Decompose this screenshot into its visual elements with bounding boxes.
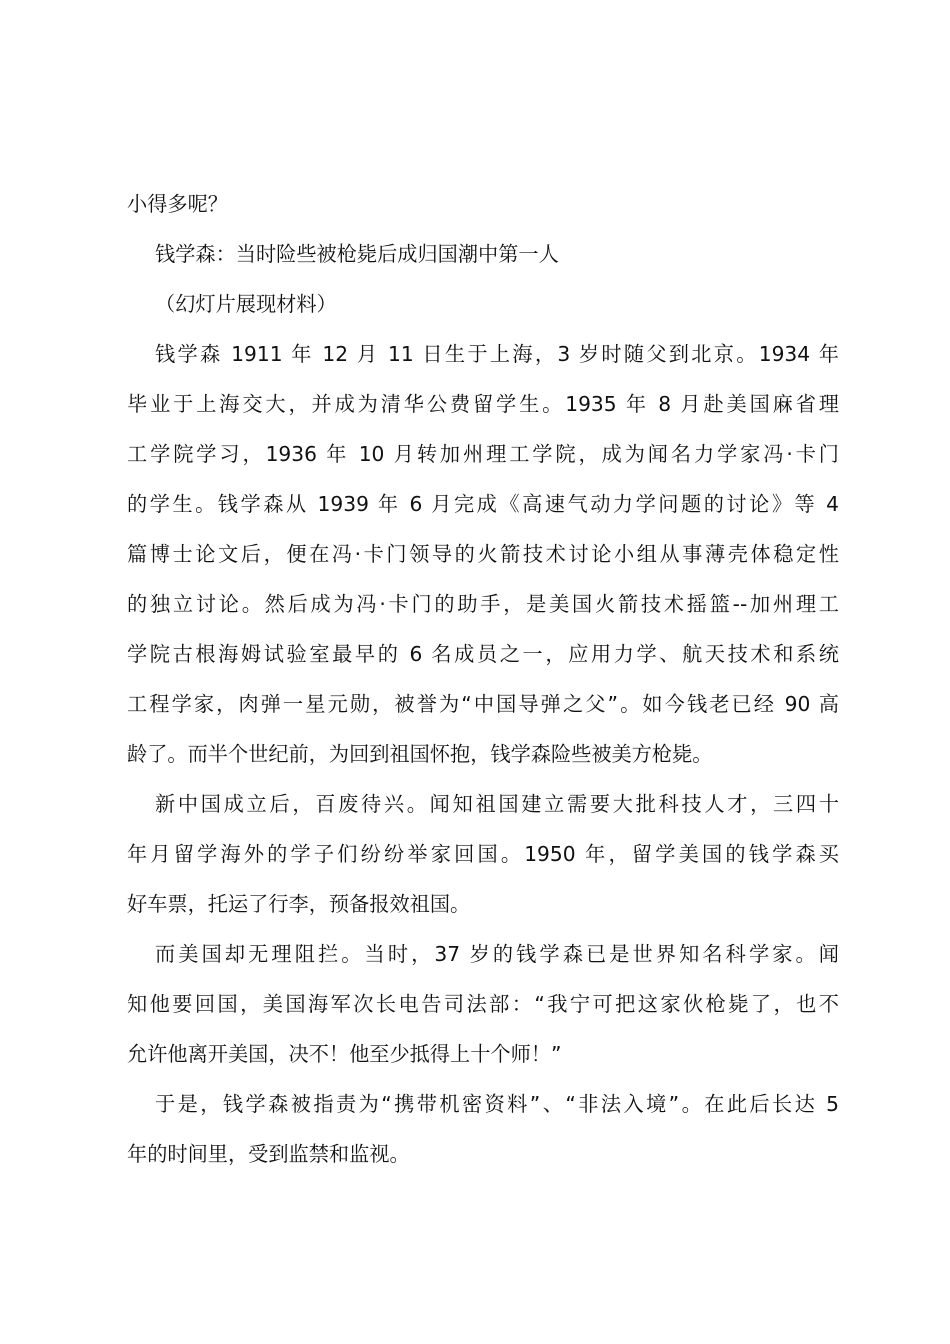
text-line: 而美国却无理阻拦。当时，37 岁的钱学森已是世界知名科学家。闻 [155, 942, 839, 966]
text-line: 的学生。钱学森从 1939 年 6 月完成《高速气动力学问题的讨论》等 4 [127, 492, 839, 516]
text-line: （幻灯片展现材料） [155, 292, 337, 316]
text-line: 于是，钱学森被指责为“携带机密资料”、“非法入境”。在此后长达 5 [155, 1092, 839, 1116]
text-line: 毕业于上海交大，并成为清华公费留学生。1935 年 8 月赴美国麻省理 [127, 392, 839, 416]
text-line: 篇博士论文后，便在冯·卡门领导的火箭技术讨论小组从事薄壳体稳定性 [127, 542, 839, 566]
text-line: 年月留学海外的学子们纷纷举家回国。1950 年，留学美国的钱学森买 [127, 842, 839, 866]
text-line: 小得多呢？ [127, 192, 228, 216]
text-line: 学院古根海姆试验室最早的 6 名成员之一，应用力学、航天技术和系统 [127, 642, 839, 666]
text-line: 好车票，托运了行李，预备报效祖国。 [127, 892, 471, 916]
section-heading: 钱学森：当时险些被枪毙后成归国潮中第一人 [155, 242, 559, 266]
text-line: 年的时间里，受到监禁和监视。 [127, 1142, 410, 1166]
text-line: 的独立讨论。然后成为冯·卡门的助手，是美国火箭技术摇篮--加州理工 [127, 592, 839, 616]
text-line: 工学院学习，1936 年 10 月转加州理工学院，成为闻名力学家冯·卡门 [127, 442, 839, 466]
text-line: 知他要回国，美国海军次长电告司法部：“我宁可把这家伙枪毙了，也不 [127, 992, 839, 1016]
text-line: 新中国成立后，百废待兴。闻知祖国建立需要大批科技人才，三四十 [155, 792, 839, 816]
text-line: 允许他离开美国，决不！他至少抵得上十个师！” [127, 1042, 562, 1066]
text-line: 工程学家，肉弹一星元勋，被誉为“中国导弹之父”。如今钱老已经 90 高 [127, 692, 839, 716]
text-line: 龄了。而半个世纪前，为回到祖国怀抱，钱学森险些被美方枪毙。 [127, 742, 713, 766]
text-line: 钱学森 1911 年 12 月 11 日生于上海，3 岁时随父到北京。1934 年 [155, 342, 839, 366]
